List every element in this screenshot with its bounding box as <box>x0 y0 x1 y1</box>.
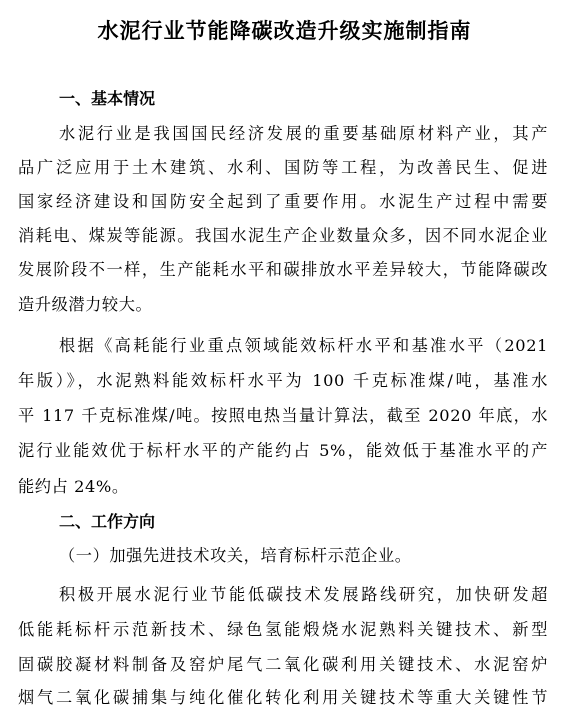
paragraph-line: 低能耗标杆示范新技术、绿色氢能煅烧水泥熟料关键技术、新型 <box>18 620 548 639</box>
section-heading-basic-situation: 一、基本情况 <box>59 89 156 108</box>
document-title: 水泥行业节能降碳改造升级实施制指南 <box>97 19 472 43</box>
paragraph-line: 泥行业能效优于标杆水平的产能约占 5%，能效低于基准水平的产 <box>18 441 548 460</box>
paragraph-line: 品广泛应用于土木建筑、水利、国防等工程，为改善民生、促进 <box>18 158 548 177</box>
paragraph-line: 能约占 24%。 <box>18 477 129 496</box>
paragraph-line: 造升级潜力较大。 <box>18 295 153 314</box>
paragraph-line: 发展阶段不一样，生产能耗水平和碳排放水平差异较大，节能降碳改 <box>18 260 548 279</box>
paragraph-line: 水泥行业是我国国民经济发展的重要基础原材料产业，其产 <box>59 124 548 143</box>
paragraph-line: 烟气二氧化碳捕集与纯化催化转化利用关键技术等重大关键性节 <box>18 688 548 707</box>
paragraph-line: 固碳胶凝材料制备及窑炉尾气二氧化碳利用关键技术、水泥窑炉 <box>18 655 548 674</box>
paragraph-line: 消耗电、煤炭等能源。我国水泥生产企业数量众多，因不同水泥企业 <box>18 226 548 245</box>
paragraph-line: 年版）》，水泥熟料能效标杆水平为 100 千克标准煤/吨，基准水 <box>18 371 548 390</box>
paragraph-line: 平 117 千克标准煤/吨。按照电热当量计算法，截至 2020 年底，水 <box>18 406 548 425</box>
paragraph-line: 积极开展水泥行业节能低碳技术发展路线研究，加快研发超 <box>59 585 548 604</box>
section-heading-work-direction: 二、工作方向 <box>59 512 156 531</box>
paragraph-line: 国家经济建设和国防安全起到了重要作用。水泥生产过程中需要 <box>18 192 548 211</box>
paragraph-line: 根据《高耗能行业重点领域能效标杆水平和基准水平（2021 <box>59 336 548 355</box>
subsection-heading: （一）加强先进技术攻关，培育标杆示范企业。 <box>59 546 412 565</box>
